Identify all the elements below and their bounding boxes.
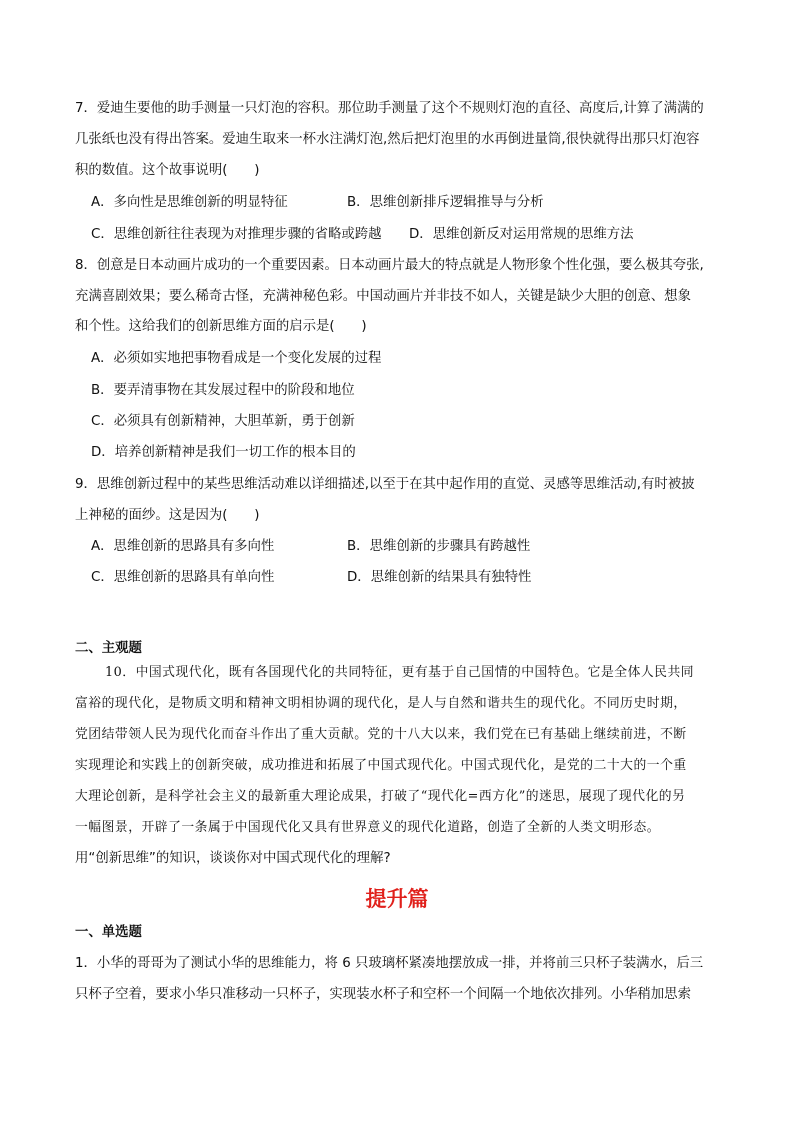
q10-passage-line-2: 富裕的现代化，是物质文明和精神文明相协调的现代化，是人与自然和谐共生的现代化。不同历史时期， bbox=[75, 696, 687, 711]
advanced-section-title: 提升篇 bbox=[365, 887, 429, 911]
q7-stem-line-1: 7．爱迪生要他的助手测量一只灯泡的容积。那位助手测量了这个不规则灯泡的直径、高度后,计算了满满的 bbox=[75, 101, 704, 116]
q7-stem-line-2: 几张纸也没有得出答案。爱迪生取来一杯水注满灯泡,然后把灯泡里的水再倒进量筒,很快就得出那只灯泡容 bbox=[75, 132, 700, 147]
q9-stem-line-1: 9．思维创新过程中的某些思维活动难以详细描述,以至于在其中起作用的直觉、灵感等思维活动,有时被披 bbox=[75, 477, 695, 492]
q7-option-c: C．思维创新往往表现为对推理步骤的省略或跨越 bbox=[91, 227, 382, 242]
q10-passage-line-4: 实现理论和实践上的创新突破，成功推进和拓展了中国式现代化。中国式现代化，是党的二十大的一个重 bbox=[75, 758, 687, 773]
q7-stem-line-3: 积的数值。这个故事说明( ) bbox=[75, 163, 260, 178]
q10-passage-line-1: 10．中国式现代化，既有各国现代化的共同特征，更有基于自己国情的中国特色。它是全体人民共同 bbox=[105, 665, 695, 680]
q8-option-c: C．必须具有创新精神，大胆革新，勇于创新 bbox=[91, 414, 355, 429]
section-subjective-heading: 二、主观题 bbox=[75, 641, 142, 656]
q8-option-a: A．必须如实地把事物看成是一个变化发展的过程 bbox=[91, 351, 382, 366]
q10-question: 用“创新思维”的知识，谈谈你对中国式现代化的理解? bbox=[75, 851, 391, 866]
q1-stem-line-2: 只杯子空着，要求小华只准移动一只杯子，实现装水杯子和空杯一个间隔一个地依次排列。小华稍加思索 bbox=[75, 987, 691, 1002]
q10-passage-line-6: 一幅图景，开辟了一条属于中国现代化又具有世界意义的现代化道路，创造了全新的人类文明形态。 bbox=[75, 820, 661, 835]
q8-stem-line-3: 和个性。这给我们的创新思维方面的启示是( ) bbox=[75, 319, 367, 334]
q9-option-b: B．思维创新的步骤具有跨越性 bbox=[347, 539, 531, 554]
q9-option-c: C．思维创新的思路具有单向性 bbox=[91, 570, 275, 585]
q7-option-a: A．多向性是思维创新的明显特征 bbox=[91, 195, 288, 210]
q8-stem-line-2: 充满喜剧效果；要么稀奇古怪，充满神秘色彩。中国动画片并非技不如人，关键是缺少大胆的创意、想象 bbox=[75, 289, 691, 304]
q7-option-b: B．思维创新排斥逻辑推导与分析 bbox=[347, 195, 544, 210]
q8-option-b: B．要弄清事物在其发展过程中的阶段和地位 bbox=[91, 383, 355, 398]
q9-option-d: D．思维创新的结果具有独特性 bbox=[347, 570, 532, 585]
q7-option-d: D．思维创新反对运用常规的思维方法 bbox=[409, 227, 634, 242]
q9-option-a: A．思维创新的思路具有多向性 bbox=[91, 539, 275, 554]
q10-passage-line-3: 党团结带领人民为现代化而奋斗作出了重大贡献。党的十八大以来，我们党在已有基础上继续前进，不断 bbox=[75, 727, 687, 742]
q10-passage-line-5: 大理论创新，是科学社会主义的最新重大理论成果，打破了“现代化=西方化”的迷思，展现了现代化的另 bbox=[75, 789, 686, 804]
q1-stem-line-1: 1．小华的哥哥为了测试小华的思维能力，将 6 只玻璃杯紧凑地摆放成一排，并将前三只杯子装满水，后三 bbox=[75, 956, 704, 971]
q8-stem-line-1: 8．创意是日本动画片成功的一个重要因素。日本动画片最大的特点就是人物形象个性化强，要么极其夸张, bbox=[75, 258, 704, 273]
q8-option-d: D．培养创新精神是我们一切工作的根本目的 bbox=[91, 445, 356, 460]
q9-stem-line-2: 上神秘的面纱。这是因为( ) bbox=[75, 508, 260, 523]
section-single-choice-heading: 一、单选题 bbox=[75, 925, 142, 940]
